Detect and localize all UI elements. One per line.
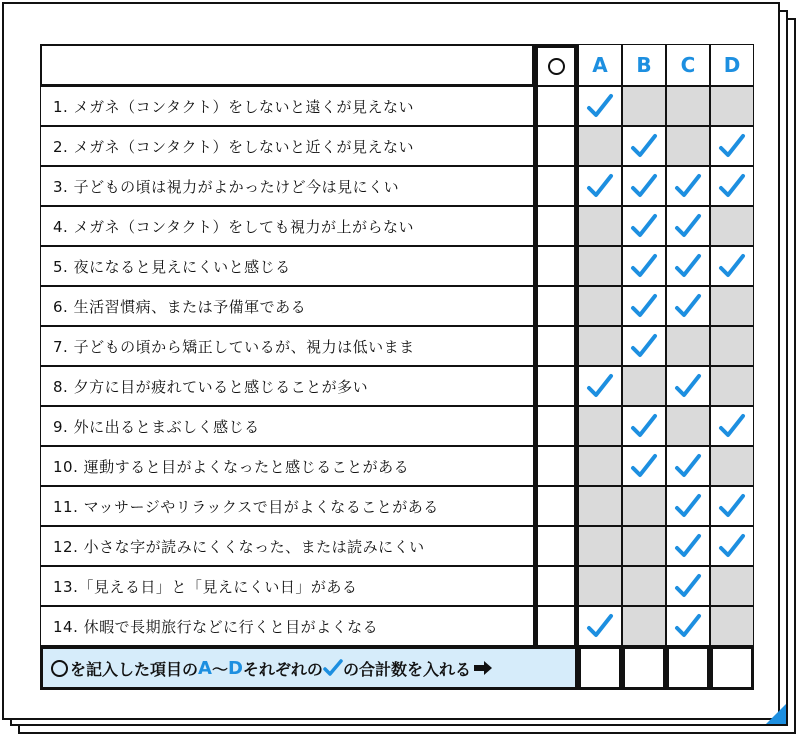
circle-answer-box[interactable]	[534, 206, 578, 246]
check-cell-a	[578, 406, 622, 446]
circle-answer-box[interactable]	[534, 566, 578, 606]
question-row-8	[40, 366, 534, 406]
check-cell-d	[710, 86, 754, 126]
instruction-text: それぞれの	[242, 659, 323, 679]
check-cell-d	[710, 446, 754, 486]
check-cell-c	[666, 286, 710, 326]
check-icon	[630, 453, 658, 479]
circle-answer-box[interactable]	[534, 366, 578, 406]
check-icon	[630, 173, 658, 199]
circle-answer-box[interactable]	[534, 246, 578, 286]
range-end-letter: D	[227, 657, 243, 679]
circle-answer-box[interactable]	[534, 86, 578, 126]
question-text: 3. 子どもの頃は視力がよかったけど今は見にくい	[53, 177, 400, 196]
check-icon	[674, 573, 702, 599]
check-cell-b	[622, 286, 666, 326]
check-cell-a	[578, 126, 622, 166]
check-cell-d	[710, 246, 754, 286]
check-cell-d	[710, 526, 754, 566]
check-icon	[630, 253, 658, 279]
check-cell-d	[710, 606, 754, 646]
check-icon	[718, 133, 746, 159]
check-cell-d	[710, 406, 754, 446]
question-row-3	[40, 166, 534, 206]
question-row-13	[40, 566, 534, 606]
check-cell-d	[710, 366, 754, 406]
check-cell-c	[666, 86, 710, 126]
range-separator: ～	[211, 659, 228, 679]
question-row-14	[40, 606, 534, 646]
check-cell-b	[622, 566, 666, 606]
circle-answer-box[interactable]	[534, 486, 578, 526]
check-cell-a	[578, 566, 622, 606]
circle-answer-box[interactable]	[534, 446, 578, 486]
question-text: 10. 運動すると目がよくなったと感じることがある	[53, 457, 410, 476]
check-icon	[630, 213, 658, 239]
question-row-5	[40, 246, 534, 286]
check-cell-c	[666, 326, 710, 366]
question-row-11	[40, 486, 534, 526]
question-text: 2. メガネ（コンタクト）をしないと近くが見えない	[53, 137, 414, 156]
check-icon	[718, 253, 746, 279]
question-row-12	[40, 526, 534, 566]
check-icon	[586, 93, 614, 119]
circle-icon	[51, 660, 68, 677]
column-header-a	[578, 44, 622, 86]
instruction-text: の合計数を入れる	[342, 659, 471, 679]
right-arrow-icon	[473, 661, 493, 675]
check-cell-b	[622, 126, 666, 166]
question-text: 4. メガネ（コンタクト）をしても視力が上がらない	[53, 217, 414, 236]
page-corner-icon	[766, 704, 786, 724]
question-row-2	[40, 126, 534, 166]
total-box-a[interactable]	[578, 646, 622, 690]
question-row-7	[40, 326, 534, 366]
question-text: 6. 生活習慣病、または予備軍である	[53, 297, 307, 316]
check-icon	[586, 373, 614, 399]
check-icon	[718, 413, 746, 439]
check-cell-b	[622, 406, 666, 446]
circle-column-header	[534, 44, 578, 86]
check-cell-b	[622, 246, 666, 286]
question-row-4	[40, 206, 534, 246]
question-row-6	[40, 286, 534, 326]
question-text: 9. 外に出るとまぶしく感じる	[53, 417, 260, 436]
check-cell-d	[710, 486, 754, 526]
column-header-d	[710, 44, 754, 86]
check-cell-c	[666, 406, 710, 446]
check-icon	[674, 293, 702, 319]
check-cell-b	[622, 486, 666, 526]
question-row-9	[40, 406, 534, 446]
check-cell-c	[666, 526, 710, 566]
check-cell-a	[578, 526, 622, 566]
question-text: 1. メガネ（コンタクト）をしないと遠くが見えない	[53, 97, 414, 116]
check-cell-b	[622, 606, 666, 646]
checklist-table	[40, 44, 752, 690]
check-icon	[674, 213, 702, 239]
circle-answer-box[interactable]	[534, 606, 578, 646]
check-cell-d	[710, 206, 754, 246]
check-cell-a	[578, 86, 622, 126]
check-icon	[674, 533, 702, 559]
check-icon	[323, 659, 343, 677]
check-cell-c	[666, 446, 710, 486]
column-header-b	[622, 44, 666, 86]
question-row-1	[40, 86, 534, 126]
total-box-c[interactable]	[666, 646, 710, 690]
check-cell-c	[666, 206, 710, 246]
circle-answer-box[interactable]	[534, 286, 578, 326]
question-row-10	[40, 446, 534, 486]
check-cell-a	[578, 166, 622, 206]
header-blank-cell	[40, 44, 534, 86]
column-letter: B	[636, 53, 652, 77]
circle-answer-box[interactable]	[534, 166, 578, 206]
check-cell-b	[622, 326, 666, 366]
check-cell-c	[666, 566, 710, 606]
check-icon	[630, 133, 658, 159]
total-box-b[interactable]	[622, 646, 666, 690]
circle-answer-box[interactable]	[534, 126, 578, 166]
check-cell-b	[622, 526, 666, 566]
check-cell-c	[666, 166, 710, 206]
check-cell-d	[710, 566, 754, 606]
column-header-c	[666, 44, 710, 86]
question-text: 8. 夕方に目が疲れていると感じることが多い	[53, 377, 369, 396]
check-cell-a	[578, 246, 622, 286]
check-cell-b	[622, 446, 666, 486]
check-cell-d	[710, 126, 754, 166]
question-text: 5. 夜になると見えにくいと感じる	[53, 257, 291, 276]
check-cell-a	[578, 486, 622, 526]
question-text: 7. 子どもの頃から矯正しているが、視力は低いまま	[53, 337, 415, 356]
check-icon	[674, 613, 702, 639]
check-cell-b	[622, 166, 666, 206]
check-cell-a	[578, 606, 622, 646]
check-cell-c	[666, 486, 710, 526]
check-cell-b	[622, 206, 666, 246]
check-cell-a	[578, 366, 622, 406]
check-cell-b	[622, 86, 666, 126]
instruction-text: を記入した項目の	[70, 659, 199, 679]
check-cell-c	[666, 246, 710, 286]
question-text: 11. マッサージやリラックスで目がよくなることがある	[53, 497, 439, 516]
check-icon	[718, 173, 746, 199]
column-letter: A	[592, 53, 608, 77]
check-icon	[586, 613, 614, 639]
question-text: 12. 小さな字が読みにくくなった、または読みにくい	[53, 537, 425, 556]
total-instruction	[40, 646, 578, 690]
check-cell-d	[710, 286, 754, 326]
column-letter: D	[723, 53, 741, 77]
check-cell-a	[578, 326, 622, 366]
check-icon	[586, 173, 614, 199]
question-text: 13.「見える日」と「見えにくい日」がある	[53, 577, 358, 596]
check-cell-d	[710, 326, 754, 366]
circle-icon	[548, 58, 565, 75]
check-icon	[630, 333, 658, 359]
circle-answer-box[interactable]	[534, 526, 578, 566]
circle-answer-box[interactable]	[534, 406, 578, 446]
circle-answer-box[interactable]	[534, 326, 578, 366]
column-letter: C	[680, 53, 696, 77]
check-icon	[630, 293, 658, 319]
total-box-d[interactable]	[710, 646, 754, 690]
check-icon	[630, 413, 658, 439]
check-icon	[718, 533, 746, 559]
range-start-letter: A	[198, 657, 212, 679]
check-cell-c	[666, 366, 710, 406]
check-icon	[674, 493, 702, 519]
check-cell-c	[666, 606, 710, 646]
check-cell-d	[710, 166, 754, 206]
check-icon	[674, 453, 702, 479]
check-cell-b	[622, 366, 666, 406]
check-cell-a	[578, 446, 622, 486]
question-text: 14. 休暇で長期旅行などに行くと目がよくなる	[53, 617, 379, 636]
check-icon	[674, 253, 702, 279]
check-cell-a	[578, 286, 622, 326]
check-icon	[718, 493, 746, 519]
check-icon	[674, 373, 702, 399]
check-icon	[674, 173, 702, 199]
check-cell-a	[578, 206, 622, 246]
check-cell-c	[666, 126, 710, 166]
